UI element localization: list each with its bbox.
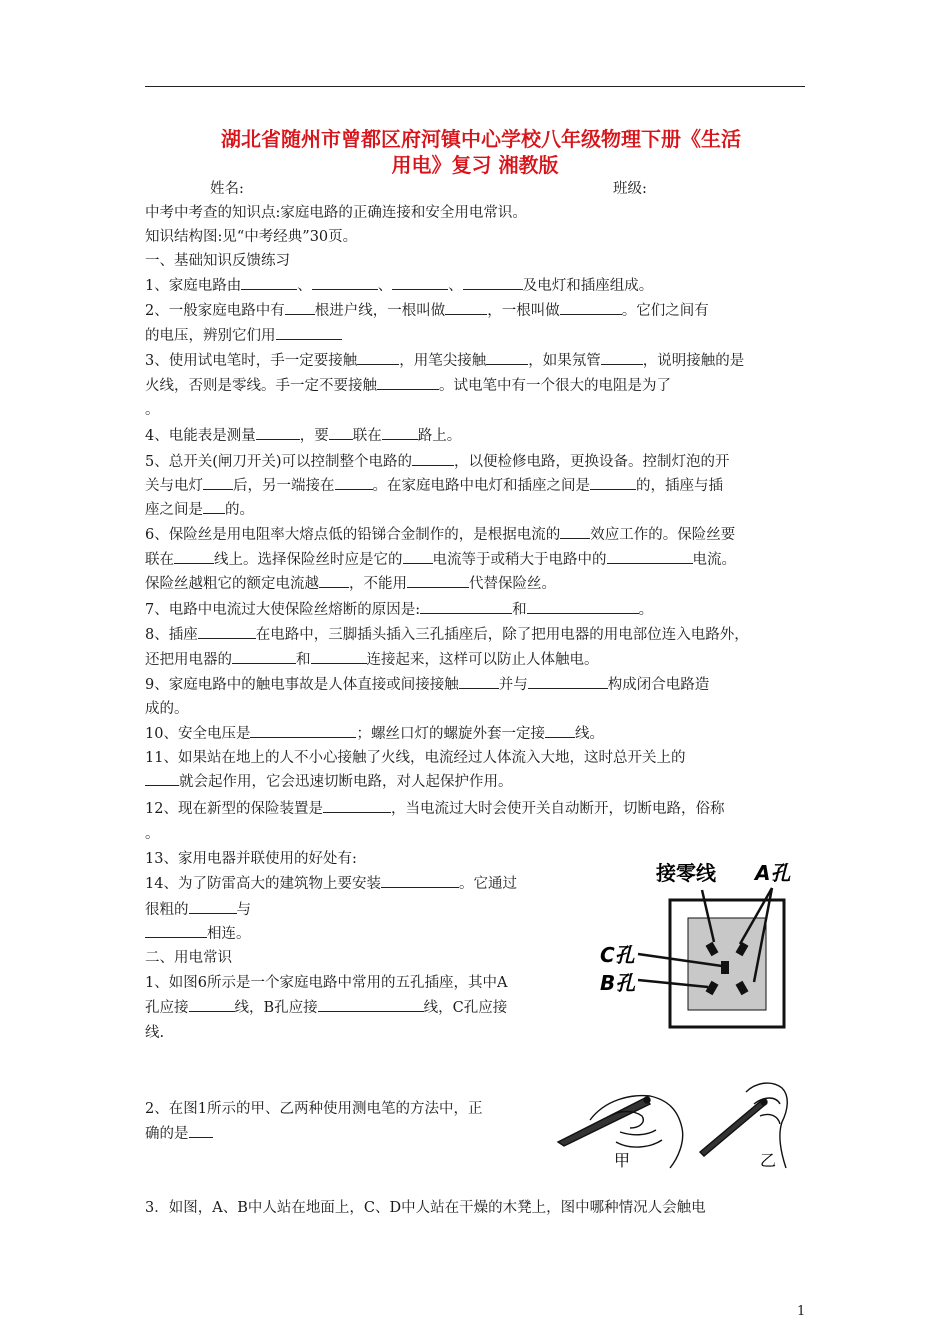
blank[interactable] [601, 349, 643, 365]
section-heading-1: 一、基础知识反馈练习 [145, 253, 290, 269]
question-8-cont: 还把用电器的 和 连接起来，这样可以防止人体触电。 [145, 648, 599, 672]
blank[interactable] [241, 274, 297, 290]
blank[interactable] [545, 722, 575, 738]
blank[interactable] [463, 274, 523, 290]
label-hole-b: B孔 [600, 971, 636, 995]
five-hole-socket-figure [590, 852, 805, 1034]
question-5: 5、总开关(闸刀开关)可以控制整个电路的 ，以便检修电路，更换设备。控制灯泡的开 [145, 450, 730, 474]
usage-question-3: 3．如图，A、B中人站在地面上，C、D中人站在干燥的木凳上，图中哪种情况人会触电 [145, 1200, 706, 1216]
question-13: 13、家用电器并联使用的好处有: [145, 851, 357, 867]
question-1: 1、家庭电路由 、 、 、 及电灯和插座组成。 [145, 274, 653, 298]
question-4: 4、电能表是测量 ，要 联在 路上。 [145, 424, 461, 448]
question-14-cont: 很粗的 与 [145, 898, 251, 922]
blank[interactable] [445, 299, 487, 315]
blank[interactable] [381, 872, 459, 888]
question-6: 6、保险丝是用电阻率大熔点低的铅锑合金制作的，是根据电流的 效应工作的。保险丝要 [145, 523, 735, 547]
usage-question-1: 1、如图6所示是一个家庭电路中常用的五孔插座，其中A [145, 975, 508, 991]
blank[interactable] [607, 548, 693, 564]
question-11-cont: 就会起作用，它会迅速切断电路，对人起保护作用。 [145, 770, 513, 794]
blank[interactable] [486, 349, 528, 365]
blank[interactable] [323, 797, 391, 813]
blank[interactable] [420, 598, 512, 614]
question-5-cont: 关与电灯 后，另一端接在 。在家庭电路中电灯和插座之间是 的，插座与插 [145, 474, 723, 498]
blank[interactable] [392, 274, 448, 290]
blank[interactable] [560, 523, 590, 539]
blank[interactable] [189, 898, 237, 914]
blank[interactable] [527, 598, 639, 614]
header-rule [145, 86, 805, 87]
label-hole-c: C孔 [600, 943, 635, 967]
question-3: 3、使用试电笔时，手一定要接触 ，用笔尖接触 ，如果氖管 ，说明接触的是 [145, 349, 744, 373]
section-heading-2: 二、用电常识 [145, 950, 232, 966]
question-3-end: 。 [145, 402, 160, 418]
question-2-cont: 的电压，辨别它们用 [145, 324, 342, 348]
question-6-cont: 联在 线上。选择保险丝时应是它的 电流等于或稍大于电路中的 电流。 [145, 548, 736, 572]
label-yi: 乙 [760, 1151, 777, 1170]
blank[interactable] [407, 572, 469, 588]
question-2: 2、一般家庭电路中有 根进户线，一根叫做 ，一根叫做 。它们之间有 [145, 299, 709, 323]
blank[interactable] [528, 673, 608, 689]
page-number: 1 [797, 1304, 806, 1319]
test-pen-figure [550, 1070, 805, 1170]
blank[interactable] [560, 299, 622, 315]
intro-line-2: 知识结构图:见“中考经典”30页。 [145, 229, 358, 245]
question-11: 11、如果站在地上的人不小心接触了火线，电流经过人体流入大地，这时总开关上的 [145, 750, 686, 766]
question-9-end: 成的。 [145, 701, 189, 717]
question-5-end: 座之间是 的。 [145, 498, 254, 522]
question-3-cont: 火线，否则是零线。手一定不要接触 。试电笔中有一个很大的电阻是为了 [145, 374, 671, 398]
blank[interactable] [412, 450, 454, 466]
label-jia: 甲 [614, 1151, 631, 1170]
blank[interactable] [335, 474, 373, 490]
blank[interactable] [256, 424, 300, 440]
question-9: 9、家庭电路中的触电事故是人体直接或间接接触 并与 构成闭合电路造 [145, 673, 709, 697]
blank[interactable] [198, 623, 256, 639]
blank[interactable] [319, 572, 349, 588]
blank[interactable] [145, 922, 207, 938]
blank[interactable] [459, 673, 499, 689]
blank[interactable] [250, 722, 356, 738]
question-7: 7、电路中电流过大使保险丝熔断的原因是: 和 。 [145, 598, 653, 622]
blank[interactable] [174, 548, 214, 564]
question-12-end: 。 [145, 826, 160, 842]
blank[interactable] [377, 374, 439, 390]
usage-question-2: 2、在图1所示的甲、乙两种使用测电笔的方法中，正 [145, 1101, 483, 1117]
blank[interactable] [203, 498, 225, 514]
blank[interactable] [312, 274, 378, 290]
blank[interactable] [285, 299, 315, 315]
intro-line-1: 中考中考查的知识点:家庭电路的正确连接和安全用电常识。 [145, 205, 527, 221]
question-8: 8、插座 在电路中，三脚插头插入三孔插座后，除了把用电器的用电部位连入电路外， [145, 623, 749, 647]
blank[interactable] [276, 324, 342, 340]
question-14-end: 相连。 [145, 922, 251, 946]
class-label: 班级: [613, 181, 647, 197]
question-12: 12、现在新型的保险装置是 ，当电流过大时会使开关自动断开，切断电路，俗称 [145, 797, 724, 821]
name-label: 姓名: [210, 181, 244, 197]
blank[interactable] [403, 548, 433, 564]
blank[interactable] [189, 1122, 213, 1138]
blank[interactable] [329, 424, 353, 440]
blank[interactable] [145, 770, 179, 786]
label-hole-a: A孔 [755, 861, 791, 885]
document-title-line1: 湖北省随州市曾都区府河镇中心学校八年级物理下册《生活 [221, 127, 741, 151]
blank[interactable] [382, 424, 418, 440]
blank[interactable] [318, 996, 424, 1012]
blank[interactable] [189, 996, 235, 1012]
label-zero-wire: 接零线 [656, 861, 716, 885]
usage-question-1-cont: 孔应接 线，B孔应接 线，C孔应接 [145, 996, 507, 1020]
blank[interactable] [357, 349, 399, 365]
question-14: 14、为了防雷高大的建筑物上要安装 。它通过 [145, 872, 517, 896]
blank[interactable] [203, 474, 233, 490]
blank[interactable] [311, 648, 367, 664]
blank[interactable] [590, 474, 636, 490]
question-6-end: 保险丝越粗它的额定电流越 ，不能用 代替保险丝。 [145, 572, 556, 596]
document-title-line2: 用电》复习 湘教版 [391, 153, 559, 177]
blank[interactable] [232, 648, 296, 664]
question-10: 10、安全电压是 ；螺丝口灯的螺旋外套一定接 线。 [145, 722, 604, 746]
usage-question-1-end: 线. [145, 1025, 165, 1041]
usage-question-2-cont: 确的是 [145, 1122, 213, 1146]
